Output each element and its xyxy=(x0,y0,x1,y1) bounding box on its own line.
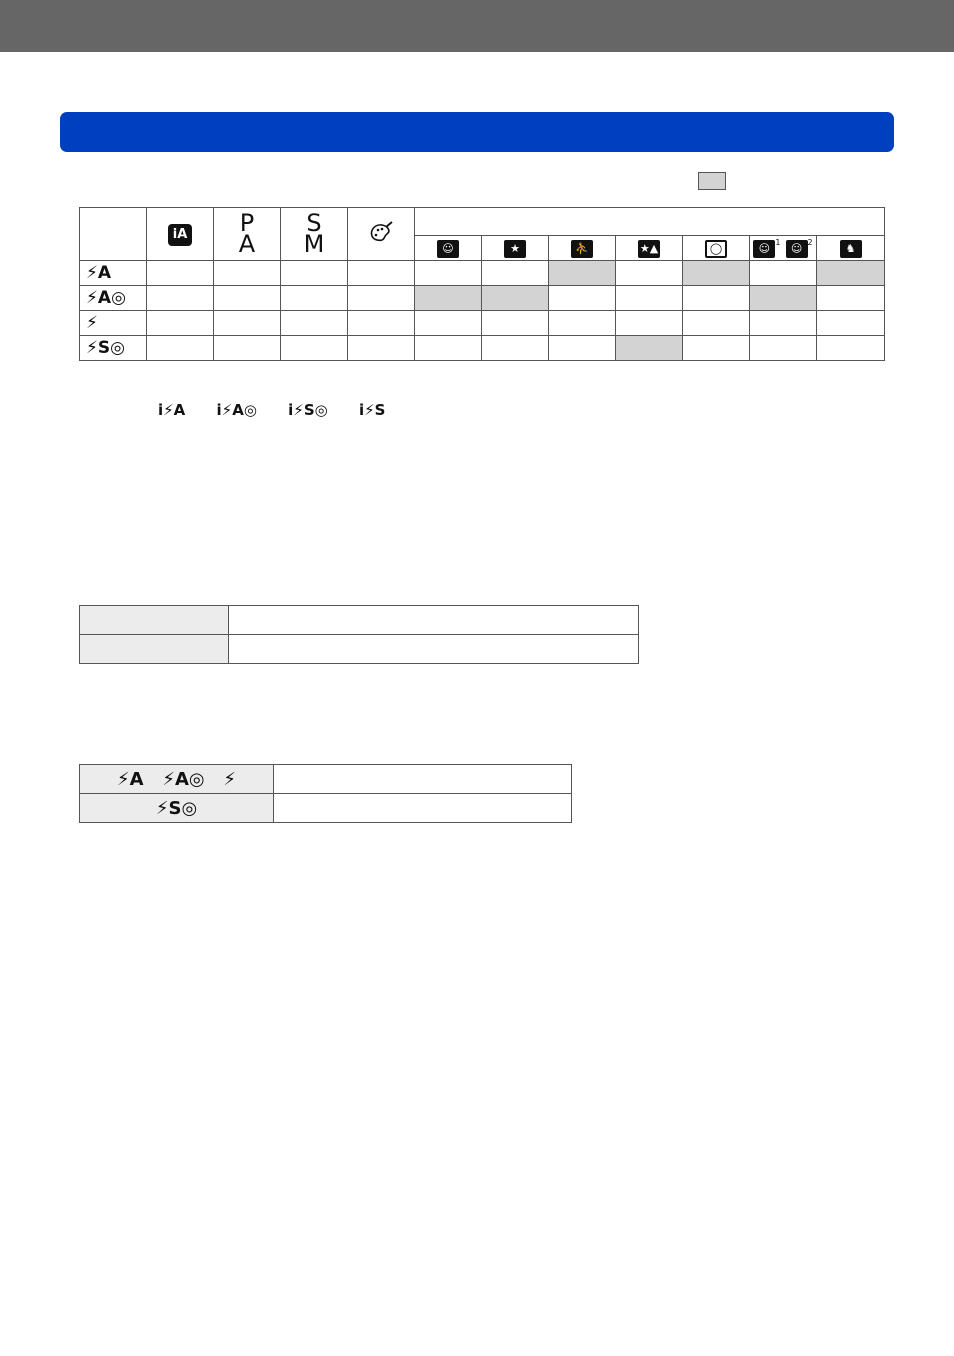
cell xyxy=(281,311,348,336)
intelligent-flash-auto-redeye-icon: i⚡A◎ xyxy=(216,401,257,419)
cell xyxy=(750,336,817,361)
cell xyxy=(549,286,616,311)
cell-unavailable xyxy=(683,261,750,286)
cell xyxy=(415,336,482,361)
cell xyxy=(147,261,214,286)
mode-pa-header xyxy=(214,208,281,261)
cell xyxy=(281,261,348,286)
cell xyxy=(415,261,482,286)
palette-icon xyxy=(368,221,394,243)
cell xyxy=(817,311,885,336)
cell xyxy=(616,311,683,336)
intelligent-flash-auto-icon: i⚡A xyxy=(158,401,186,419)
section-title-bar xyxy=(60,112,894,152)
cell xyxy=(214,311,281,336)
cell xyxy=(750,261,817,286)
scene-mode-header xyxy=(415,208,885,236)
flash-availability-table xyxy=(79,207,885,361)
cell xyxy=(482,336,549,361)
top-bar xyxy=(0,0,954,52)
table3-row1-value xyxy=(274,765,572,794)
cell xyxy=(482,261,549,286)
cell xyxy=(147,286,214,311)
table2-row2-value xyxy=(229,635,639,664)
cell xyxy=(683,311,750,336)
table2-row2-header xyxy=(80,635,229,664)
cell xyxy=(214,286,281,311)
mode-sm-header xyxy=(281,208,348,261)
flash-slow-sync-row-label: ⚡S◎ xyxy=(80,336,147,361)
intelligent-flash-slow-redeye-icon: i⚡S◎ xyxy=(288,401,328,419)
cell xyxy=(281,286,348,311)
portrait-icon: ☺ xyxy=(437,240,459,258)
cell xyxy=(616,286,683,311)
cell xyxy=(817,286,885,311)
flash-auto-row-label: ⚡A xyxy=(80,261,147,286)
intelligent-auto-icon: iA xyxy=(168,224,192,246)
table3-row2-value xyxy=(274,794,572,823)
shutter-speed-table xyxy=(79,764,572,823)
cell xyxy=(214,261,281,286)
night-scenery-icon: ★▲ xyxy=(638,240,660,258)
table2-row1-header xyxy=(80,606,229,635)
cell xyxy=(683,336,750,361)
cell-unavailable xyxy=(549,261,616,286)
baby2-icon: ☺ xyxy=(786,240,808,258)
scene-night-scenery-header xyxy=(616,236,683,261)
cell xyxy=(482,311,549,336)
scene-food-header xyxy=(683,236,750,261)
cell-unavailable xyxy=(616,336,683,361)
table2-row1-value xyxy=(229,606,639,635)
cell xyxy=(147,336,214,361)
cell-unavailable xyxy=(415,286,482,311)
sports-icon: ⛹ xyxy=(571,240,593,258)
cell xyxy=(750,311,817,336)
cell xyxy=(549,336,616,361)
flash-forced-row-label: ⚡ xyxy=(80,311,147,336)
cell xyxy=(147,311,214,336)
mode-s-label: S xyxy=(306,209,322,237)
scene-pet-header xyxy=(817,236,885,261)
intelligent-flash-icons xyxy=(158,401,411,419)
scene-portrait-header xyxy=(415,236,482,261)
cell xyxy=(549,311,616,336)
scene-sports-header xyxy=(549,236,616,261)
cell xyxy=(348,311,415,336)
mode-ia-header xyxy=(147,208,214,261)
scene-night-portrait-header xyxy=(482,236,549,261)
pet-icon: ♞ xyxy=(840,240,862,258)
cell xyxy=(281,336,348,361)
legend-swatch xyxy=(698,172,726,190)
cell-unavailable xyxy=(482,286,549,311)
scene-baby-header: ☺ $^1$ ☺ $^2$ xyxy=(750,236,817,261)
cell xyxy=(616,261,683,286)
cell xyxy=(415,311,482,336)
cell xyxy=(683,286,750,311)
intelligent-flash-slow-icon: i⚡S xyxy=(358,401,386,419)
mode-a-label: A xyxy=(238,230,256,258)
cell xyxy=(348,261,415,286)
mode-m-label: M xyxy=(303,230,325,258)
night-portrait-icon: ★ xyxy=(504,240,526,258)
baby1-icon: ☺ xyxy=(753,240,775,258)
cell-unavailable xyxy=(817,261,885,286)
mode-creative-header xyxy=(348,208,415,261)
cell xyxy=(817,336,885,361)
cell xyxy=(348,336,415,361)
cell xyxy=(214,336,281,361)
cell-unavailable xyxy=(750,286,817,311)
mode-p-label: P xyxy=(239,209,255,237)
flash-range-table xyxy=(79,605,639,664)
food-icon: ◯ xyxy=(705,240,727,258)
cell xyxy=(348,286,415,311)
slow-sync-mode-cell: ⚡S◎ xyxy=(80,794,274,823)
flash-auto-redeye-row-label: ⚡A◎ xyxy=(80,286,147,311)
flash-modes-cell: ⚡A ⚡A◎ ⚡ xyxy=(80,765,274,794)
corner-cell xyxy=(80,208,147,261)
